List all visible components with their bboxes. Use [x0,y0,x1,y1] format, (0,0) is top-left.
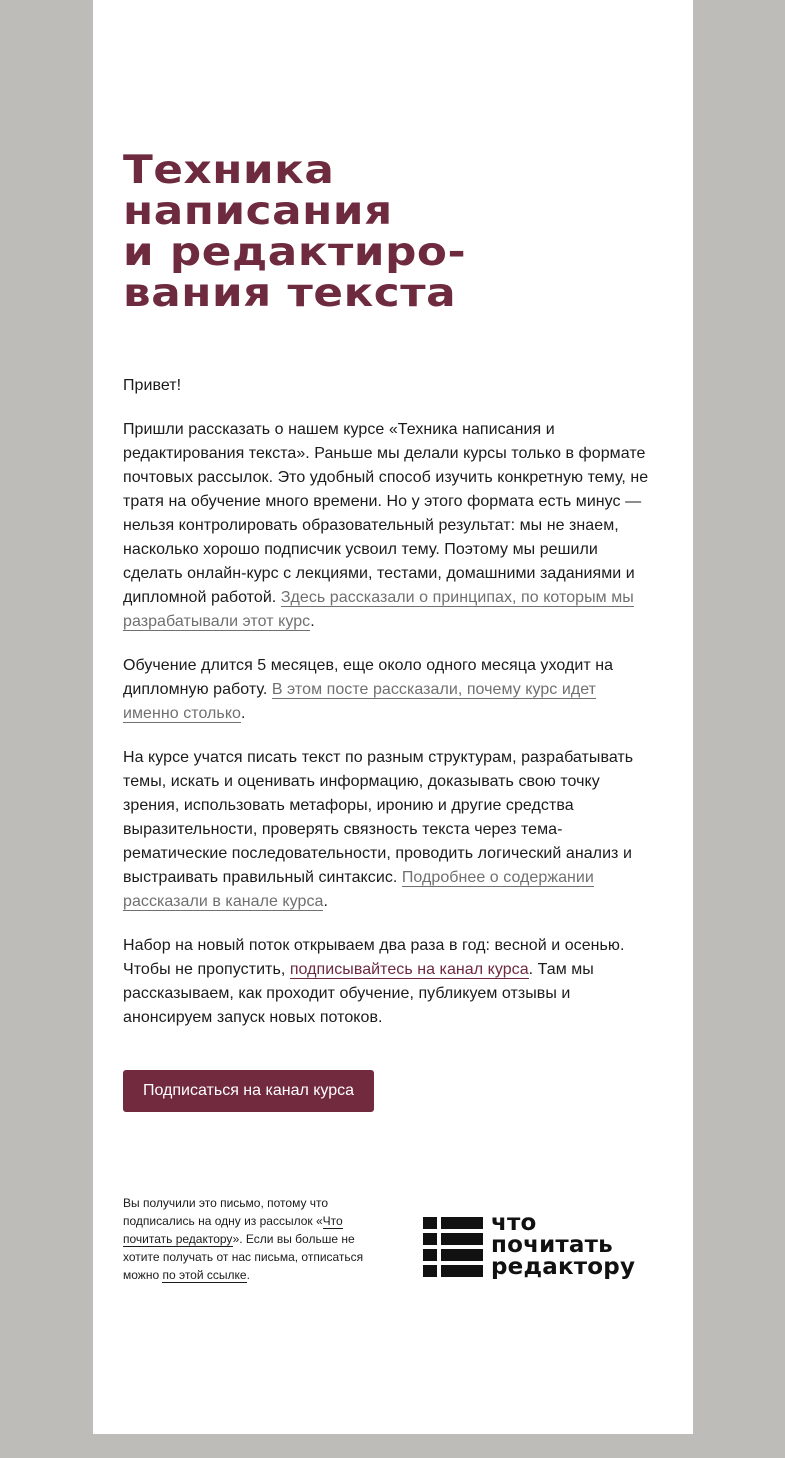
duration-post-link[interactable]: В этом посте рассказали, почему курс идет именно столько [123,681,597,722]
logo-line: почитать [491,1232,613,1258]
footer-text: ». Если вы больше не хотите получать от нас письма, отписаться можно [123,1232,364,1282]
paragraph-text: Обучение длится 5 месяцев, еще около одного месяца уходит на дипломную работу. [123,657,614,698]
paragraph-text: Пришли рассказать о нашем курсе «Техника написания и редактирования текста». Раньше мы делали курсы только в формате почтовых рассылок. Это удобный способ изучить конкретную тему, не тратя на обучение много времени. Но у этого формата есть минус — нельзя контролировать образовательный результат: мы не знаем, насколько хорошо подписчик усвоил тему. Поэтому мы решили сделать онлайн-курс с лекциями, тестами, домашними заданиями и дипломной работой. [123,421,649,606]
title-line: Техника [123,148,335,193]
footer-text: Вы получили это письмо, потому что подписались на одну из рассылок « [123,1196,329,1228]
title-line: написания [123,189,393,234]
principles-link[interactable]: Здесь рассказали о принципах, по которым мы разрабатывали этот курс [123,589,634,630]
email-title [123,150,616,314]
title-line: вания текста [123,271,457,316]
logo-wordmark [491,1212,635,1278]
logo-line: что [491,1210,537,1236]
punctuation: . [323,893,328,910]
email-sheet [93,0,693,1434]
punctuation: . [241,705,246,722]
punctuation: . [310,613,315,630]
brand-logo [423,1210,663,1282]
title-line: и редактиро- [123,230,467,275]
footer-text: . [246,1268,250,1282]
paragraph-text: . Там мы рассказываем, как проходит обучение, публикуем отзывы и анонсируем запуск новых потоков. [123,961,594,1026]
paragraph-duration [123,654,653,726]
unsubscribe-link[interactable]: по этой ссылке [162,1268,247,1282]
paragraph-intro [123,418,653,634]
content-details-link[interactable]: Подробнее о содержании рассказали в канале курса [123,869,594,910]
paragraph-text: На курсе учатся писать текст по разным структурам, разрабатывать темы, искать и оценивать информацию, доказывать свою точку зрения, использовать метафоры, иронию и другие средства выразительности, проверять связность текста через тема-рематические последовательности, проводить логический анализ и выстраивать правильный синтаксис. [123,749,634,886]
logo-line: редактору [491,1254,636,1280]
email-body [123,374,653,1050]
greeting: Привет! [123,377,182,394]
subscribe-channel-link[interactable]: подписывайтесь на канал курса [289,961,529,978]
footer-notice [123,1194,383,1284]
stacked-bars-logo-icon [423,1217,483,1277]
subscribe-channel-button[interactable]: Подписаться на канал курса [123,1070,374,1112]
newsletter-link[interactable]: Что почитать редактору [123,1214,343,1246]
paragraph-enrollment [123,934,653,1030]
paragraph-content [123,746,653,914]
paragraph-text: Набор на новый поток открываем два раза в год: весной и осенью. Чтобы не пропустить, [123,937,625,978]
